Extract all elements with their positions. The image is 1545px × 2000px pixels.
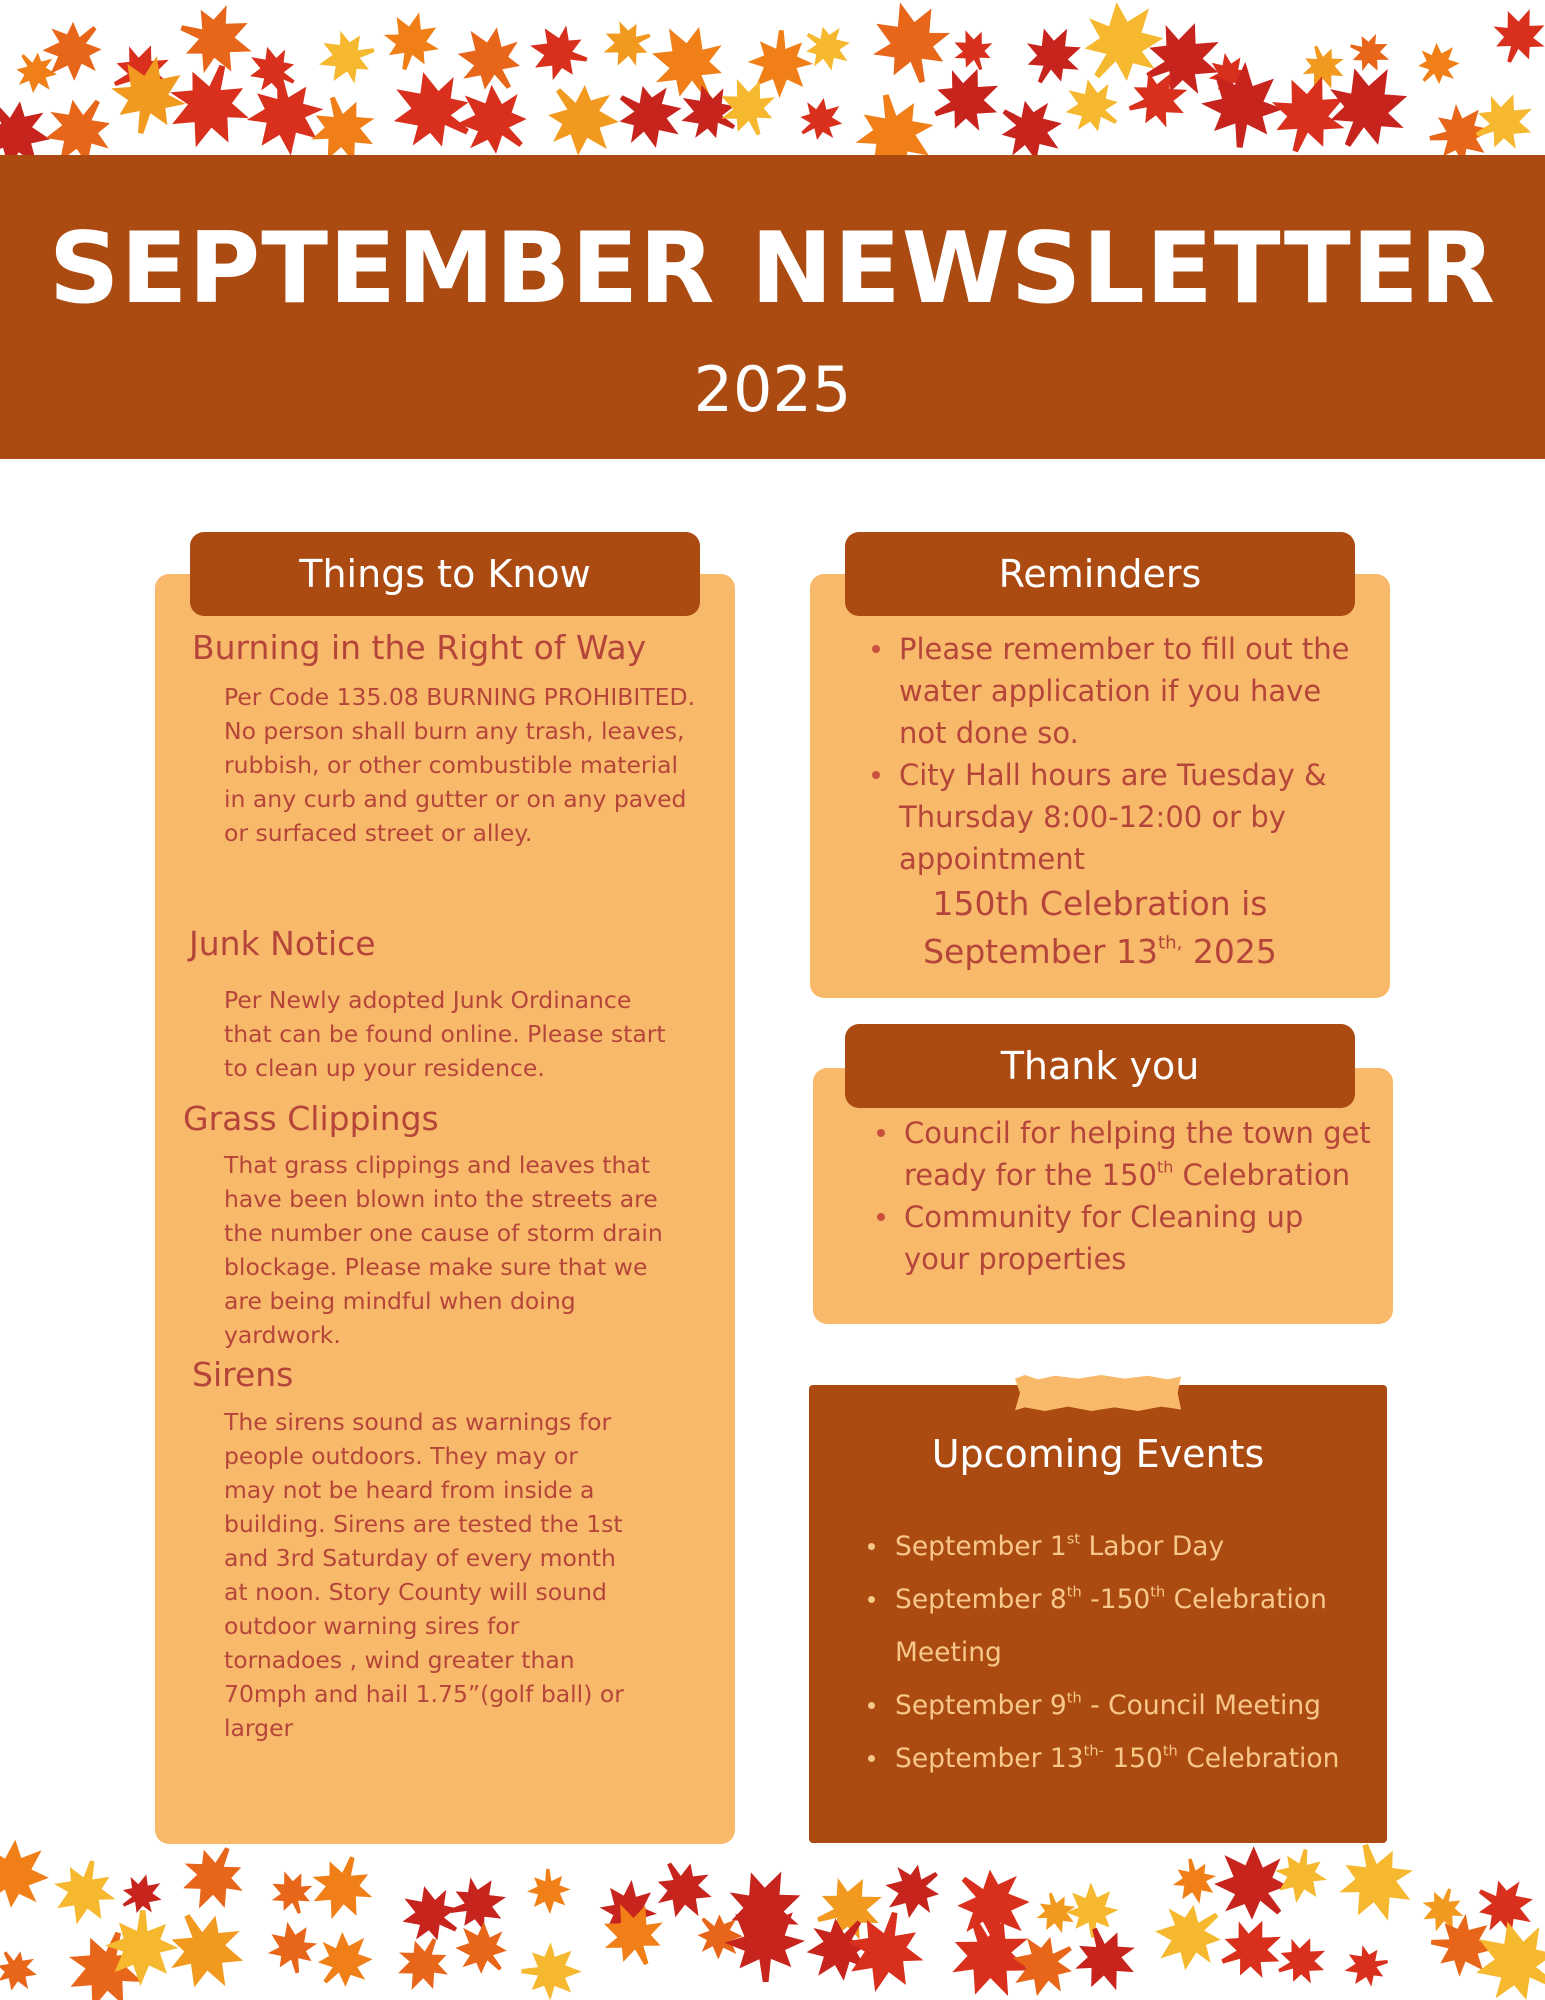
- maple-leaf-icon: [301, 1847, 382, 1929]
- autumn-leaves-bottom-border: [0, 1840, 1545, 2000]
- celebration-line-1: 150th Celebration is: [932, 884, 1268, 923]
- maple-leaf-icon: [526, 1868, 572, 1915]
- maple-leaf-icon: [170, 1840, 257, 1922]
- list-item: Council for helping the town get ready for the 150th Celebration: [871, 1112, 1371, 1196]
- maple-leaf-icon: [0, 84, 66, 160]
- things-to-know-heading: Things to Know: [190, 532, 700, 616]
- maple-leaf-icon: [1483, 0, 1545, 72]
- maple-leaf-icon: [264, 1864, 320, 1921]
- newsletter-year: 2025: [693, 353, 852, 426]
- newsletter-title: SEPTEMBER NEWSLETTER: [48, 212, 1497, 326]
- maple-leaf-icon: [861, 0, 960, 93]
- maple-leaf-icon: [304, 1919, 386, 2000]
- maple-leaf-icon: [1407, 33, 1469, 95]
- maple-leaf-icon: [789, 88, 852, 151]
- maple-leaf-icon: [873, 1851, 954, 1931]
- autumn-leaves-top-border: [0, 0, 1545, 160]
- maple-leaf-icon: [1344, 27, 1396, 78]
- maple-leaf-icon: [1053, 67, 1132, 145]
- section-body-junk: Per Newly adopted Junk Ordinance that can be found online. Please start to clean up your residence.: [224, 986, 666, 1082]
- maple-leaf-icon: [46, 1853, 123, 1932]
- maple-leaf-icon: [523, 18, 593, 87]
- maple-leaf-icon: [1295, 39, 1352, 97]
- celebration-line-2: September $13^{th,}$ 2025: [923, 932, 1277, 971]
- maple-leaf-icon: [847, 86, 943, 160]
- maple-leaf-icon: [387, 1928, 459, 2000]
- maple-leaf-icon: [377, 5, 447, 77]
- upcoming-events-list: [862, 1520, 1382, 1785]
- maple-leaf-icon: [389, 1874, 471, 1955]
- maple-leaf-icon: [1210, 1908, 1293, 1990]
- maple-leaf-icon: [946, 23, 1000, 77]
- maple-leaf-icon: [1340, 1941, 1392, 1992]
- maple-leaf-icon: [723, 1898, 806, 1983]
- maple-leaf-icon: [1328, 1840, 1424, 1932]
- maple-leaf-icon: [301, 87, 386, 160]
- tape-decoration: [1015, 1375, 1181, 1411]
- maple-leaf-icon: [595, 13, 658, 75]
- maple-leaf-icon: [312, 24, 381, 92]
- maple-leaf-icon: [530, 66, 636, 160]
- list-item: September 8th -150th Celebration Meeting: [862, 1573, 1382, 1679]
- maple-leaf-icon: [239, 37, 306, 103]
- section-title-grass: Grass Clippings: [183, 1099, 439, 1138]
- list-item: Please remember to fill out the water application if you have not done so.: [866, 628, 1366, 754]
- newsletter-header: [0, 155, 1545, 459]
- section-body-burning: Per Code 135.08 BURNING PROHIBITED. No person shall burn any trash, leaves, rubbish, or other combustible material in any curb and gutter or on any paved or surfaced street or alley.: [224, 683, 696, 847]
- maple-leaf-icon: [1064, 1881, 1119, 1938]
- maple-leaf-icon: [644, 1849, 724, 1930]
- section-body-grass: That grass clippings and leaves that have been blown into the streets are the number one cause of storm drain blockage. Please make sure that we are being mindful when doing yardwork.: [224, 1151, 663, 1349]
- maple-leaf-icon: [0, 1941, 46, 2000]
- section-title-junk: Junk Notice: [189, 924, 376, 963]
- list-item: City Hall hours are Tuesday & Thursday 8:00-12:00 or by appointment: [866, 754, 1366, 880]
- thank-you-heading: Thank you: [845, 1024, 1355, 1108]
- maple-leaf-icon: [441, 68, 545, 160]
- maple-leaf-icon: [1139, 1887, 1238, 1985]
- maple-leaf-icon: [263, 1917, 323, 1978]
- maple-leaf-icon: [1065, 1918, 1146, 2000]
- maple-leaf-icon: [1270, 1845, 1331, 1908]
- list-item: Community for Cleaning up your properties: [871, 1196, 1371, 1280]
- list-item: September $13^{th-}$ 150th Celebration: [862, 1732, 1382, 1785]
- maple-leaf-icon: [795, 15, 861, 80]
- maple-leaf-icon: [1168, 1854, 1221, 1908]
- thank-you-list: [871, 1112, 1371, 1280]
- section-title-burning: Burning in the Right of Way: [192, 628, 647, 667]
- section-body-sirens: The sirens sound as warnings for people outdoors. They may or may not be heard from inside a building. Sirens are tested the 1st and 3rd Saturday of every month at noon. Story County will sound outdoor warning sires for tornadoes , wind greater than 70mph and hail 1.75”(golf ball) or larger: [224, 1408, 624, 1742]
- maple-leaf-icon: [1014, 15, 1093, 95]
- celebration-notice: [810, 880, 1390, 976]
- maple-leaf-icon: [521, 1942, 582, 2000]
- list-item: September 1st Labor Day: [862, 1520, 1382, 1573]
- reminders-list: [866, 628, 1366, 880]
- reminders-heading: Reminders: [845, 532, 1355, 616]
- maple-leaf-icon: [0, 1840, 65, 1926]
- maple-leaf-icon: [1197, 1840, 1307, 1939]
- maple-leaf-icon: [922, 55, 1012, 144]
- list-item: September 9th - Council Meeting: [862, 1679, 1382, 1732]
- maple-leaf-icon: [31, 83, 127, 160]
- upcoming-events-heading: Upcoming Events: [931, 1432, 1265, 1476]
- maple-leaf-icon: [986, 85, 1077, 160]
- section-title-sirens: Sirens: [192, 1355, 294, 1394]
